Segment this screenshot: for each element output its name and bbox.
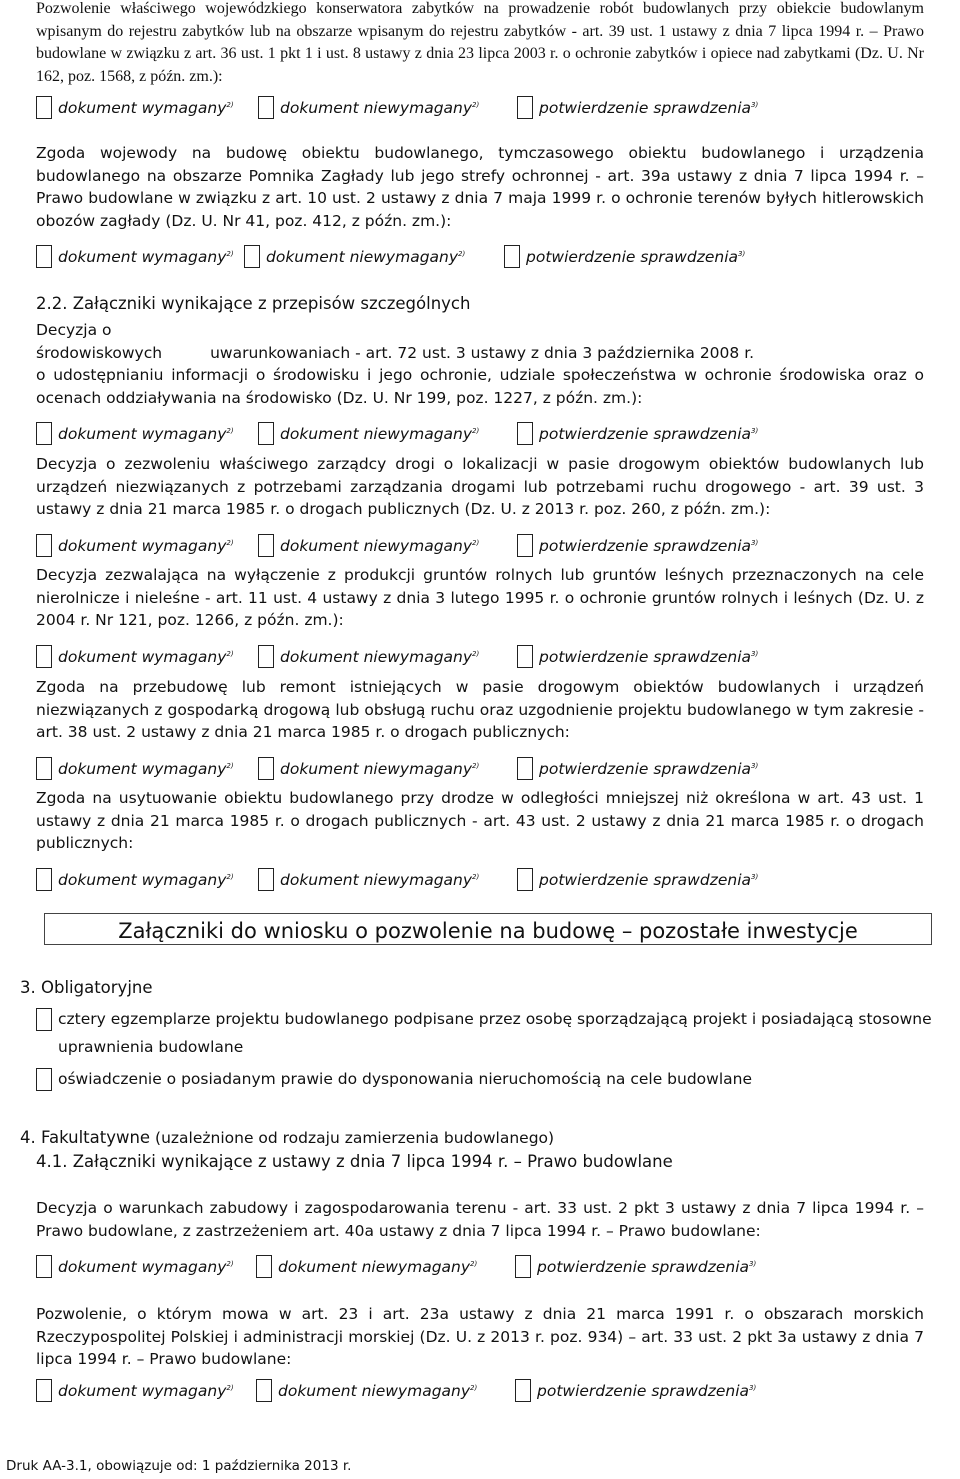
not-required-checkbox[interactable] [244,245,260,268]
not-required-checkbox[interactable] [256,1255,272,1278]
section-przebudowa-text: Zgoda na przebudowę lub remont istniejących w pasie drogowym obiektów budowlanych i urządzeń niezwiązanych z gospodarką drogową lub obsługą ruchu oraz uzgodnienie projektu budowlanego w tym zakresie - art. 38 ust. 2 ustawy z dnia 21 marca 1985 r. o drogach publicznych: [36,678,924,741]
section-grunty-text: Decyzja zezwalająca na wyłączenie z produkcji gruntów rolnych lub gruntów leśnych przeznaczonych na cele nierolnicze i nieleśne - art. 11 ust. 4 ustawy z dnia 3 lutego 1995 r. o ochronie gruntów rolnych i leśnych (Dz. U. z 2004 r. Nr 121, poz. 1266, z późn. zm.): [36,566,924,629]
not-required-checkbox[interactable] [258,757,274,780]
not-required-checkbox[interactable] [258,534,274,557]
section-warunki-zabudowy-text: Decyzja o warunkach zabudowy i zagospodarowania terenu - art. 33 ust. 2 pkt 3 ustawy z dnia 7 lipca 1994 r. – Prawo budowlane, z zastrzeżeniem art. 40a ustawy z dnia 7 lipca 1994 r. – Prawo budowlane: [36,1199,924,1240]
required-checkbox[interactable] [36,757,52,780]
section-konserwator-text: Pozwolenie właściwego wojewódzkiego konserwatora zabytków na prowadzenie robót budowlanych przy obiekcie budowlanym wpisanym do rejestru zabytków lub na obszarze wpisanym do rejestru zabytków - art. 39 ust. 1 ustawy z dnia 7 lipca 1994 r. – Prawo budowlane w związku z art. 36 ust. 1 pkt 1 i ust. 8 ustawy z dnia 23 lipca 2003 r. o ochronie zabytków i opiece nad zabytkami (Dz. U. Nr 162, poz. 1568, z późn. zm.): [36,0,924,85]
required-checkbox[interactable] [36,868,52,891]
section-heading-obligatory: 3. Obligatoryjne [20,978,153,997]
section-usytuowanie-text: Zgoda na usytuowanie obiektu budowlanego przy drodze w odległości mniejszej niż określona w art. 43 ust. 1 ustawy z dnia 21 marca 1985 r. o drogach publicznych - art. 43 ust. 2 ustawy z dnia 21 marca 1985 r. o drogach publicznych: [36,789,924,852]
verification-checkbox[interactable] [517,96,533,119]
not-required-checkbox[interactable] [258,422,274,445]
verification-checkbox[interactable] [515,1379,531,1402]
required-checkbox[interactable] [36,422,52,445]
section-zaglada-text: Zgoda wojewody na budowę obiektu budowlanego, tymczasowego obiektu budowlanego i urządzenia budowlanego na obszarze Pomnika Zagłady lub jego strefy ochronnej - art. 39a ustawy z dnia 7 lipca 1994 r. – Prawo budowlane w związku z art. 10 ust. 2 ustawy z dnia 7 maja 1999 r. o ochronie terenów byłych hitlerowskich obozów zagłady (Dz. U. Nr 41, poz. 412, z późn. zm.): [36,144,924,230]
required-checkbox[interactable] [36,1255,52,1278]
required-checkbox[interactable] [36,645,52,668]
verification-checkbox[interactable] [517,645,533,668]
required-checkbox[interactable] [36,96,52,119]
section-obszary-morskie-text: Pozwolenie, o którym mowa w art. 23 i art. 23a ustawy z dnia 21 marca 1991 r. o obszarach morskich Rzeczypospolitej Polskiej i administracji morskiej (Dz. U. z 2013 r. poz. 934) – art. 33 ust. 2 pkt 3a ustawy z dnia 7 lipca 1994 r. – Prawo budowlane: [36,1305,924,1368]
section-heading-4-1: 4.1. Załączniki wynikające z ustawy z dnia 7 lipca 1994 r. – Prawo budowlane [36,1152,673,1171]
verification-checkbox[interactable] [517,534,533,557]
ownership-statement-checkbox[interactable] [36,1068,52,1091]
verification-checkbox[interactable] [517,757,533,780]
section-zarzadca-drogi-text: Decyzja o zezwoleniu właściwego zarządcy drogi o lokalizacji w pasie drogowym obiektów budowlanych lub urządzeń niezwiązanych z potrzebami zarządzania drogami lub potrzebami ruchu drogowego - art. 39 ust. 3 ustawy z dnia 21 marca 1985 r. o drogach publicznych (Dz. U. z 2013 r. poz. 260, z późn. zm.): [36,455,924,518]
verification-checkbox[interactable] [504,245,520,268]
obligatory-item-ownership[interactable]: oświadczenie o posiadanym prawie do dysponowania nieruchomością na cele budowlane [36,1068,936,1094]
attachments-banner: Załączniki do wniosku o pozwolenie na budowę – pozostałe inwestycje [44,913,932,945]
obligatory-item-project[interactable]: cztery egzemplarze projektu budowlanego podpisane przez osobę sporządzającą projekt i posiadającą stosowne uprawnienia budowlane [36,1008,946,1056]
required-checkbox[interactable] [36,534,52,557]
project-copies-checkbox[interactable] [36,1008,52,1031]
not-required-checkbox[interactable] [258,868,274,891]
verification-checkbox[interactable] [515,1255,531,1278]
not-required-checkbox[interactable] [258,96,274,119]
section-heading-2-2: 2.2. Załączniki wynikające z przepisów szczególnych [36,294,471,313]
section-heading-optional: 4. Fakultatywne (uzależnione od rodzaju zamierzenia budowlanego) [20,1128,555,1147]
not-required-checkbox[interactable] [258,645,274,668]
required-checkbox[interactable] [36,245,52,268]
verification-checkbox[interactable] [517,868,533,891]
verification-checkbox[interactable] [517,422,533,445]
form-footer: Druk AA-3.1, obowiązuje od: 1 października 2013 r. [6,1458,352,1474]
required-checkbox[interactable] [36,1379,52,1402]
section-srodowiskowa-text: Decyzja o środowiskowych uwarunkowaniach - art. 72 ust. 3 ustawy z dnia 3 października 2008 r. o udostępnianiu informacji o środowisku i jego ochronie, udziale społeczeństwa w ochronie środowiska oraz o ocenach oddziaływania na środowisko (Dz. U. Nr 199, poz. 1227, z późn. zm.): [36,321,924,407]
not-required-checkbox[interactable] [256,1379,272,1402]
